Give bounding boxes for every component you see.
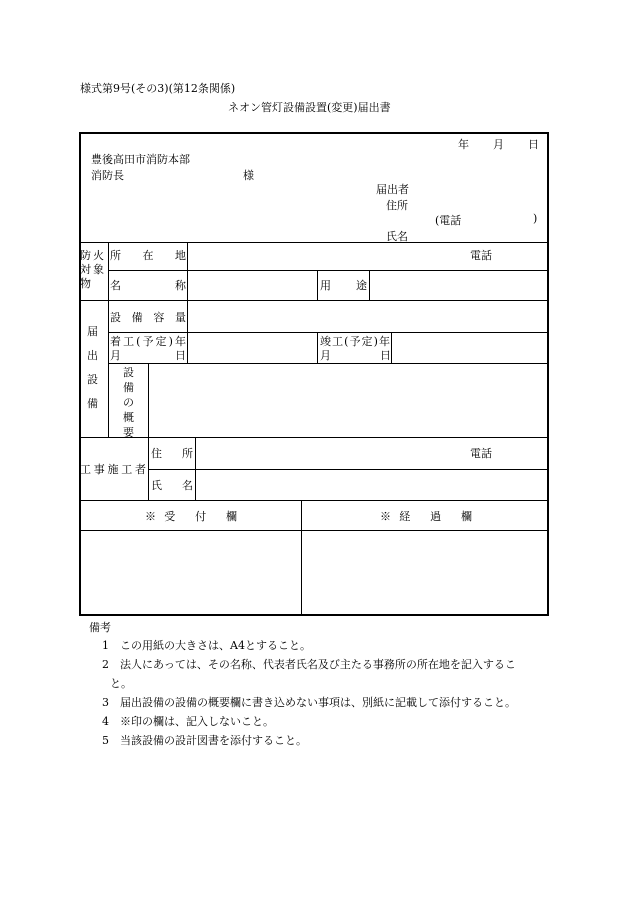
completion-date-label: 竣工(予定)年: [320, 335, 390, 348]
divider: [80, 242, 549, 243]
date-day: 日: [528, 138, 539, 151]
applicant-phone-open: (電話: [435, 214, 462, 227]
divider: [108, 242, 109, 437]
progress-column-label: ※経 過 欄: [380, 510, 472, 523]
addressee-chief: 消防長: [91, 169, 124, 182]
name-label: 名 称: [110, 279, 186, 292]
addressee-honorific: 様: [243, 169, 254, 182]
divider: [301, 500, 302, 616]
note-text: 届出設備の設備の概要欄に書き込めない事項は、別紙に記載して添付すること。: [120, 696, 516, 709]
note-number: 2: [102, 658, 109, 671]
divider: [80, 300, 549, 301]
note-text: ※印の欄は、記入しないこと。: [120, 715, 274, 728]
divider: [317, 332, 318, 363]
note-text-continuation: と。: [110, 677, 132, 690]
divider: [195, 437, 196, 500]
divider: [148, 469, 549, 470]
divider: [148, 363, 149, 500]
start-date-day: 日: [175, 349, 186, 362]
applicant-name-label: 氏名: [386, 230, 408, 243]
divider: [187, 242, 188, 363]
applicant-address-label: 住所: [386, 199, 408, 212]
note-text: 当該設備の設計図書を添付すること。: [120, 734, 307, 747]
divider: [80, 500, 549, 501]
contractor-group-label: 工事施工者: [80, 463, 146, 476]
start-date-label: 着工(予定)年: [110, 335, 186, 348]
contractor-address-label: 住 所: [151, 447, 193, 460]
applicant-phone-close: ): [533, 212, 538, 225]
note-number: 3: [102, 696, 109, 709]
start-date-month: 月: [110, 349, 121, 362]
location-phone-label: 電話: [470, 249, 492, 262]
contractor-name-label: 氏 名: [151, 479, 193, 492]
form-title: ネオン管灯設備設置(変更)届出書: [228, 101, 391, 114]
applicant-label: 届出者: [376, 183, 409, 196]
divider: [108, 270, 549, 271]
equipment-group-label: 届出設備: [87, 325, 98, 410]
divider: [80, 530, 549, 531]
note-text: この用紙の大きさは、A4とすること。: [120, 639, 311, 652]
completion-date-day: 日: [380, 349, 391, 362]
addressee-department: 豊後高田市消防本部: [91, 153, 190, 166]
capacity-label: 設 備 容 量: [110, 311, 186, 324]
reception-column-label: ※受 付 欄: [145, 510, 237, 523]
notes-heading: 備考: [89, 621, 111, 634]
form-number: 様式第9号(その3)(第12条関係): [80, 82, 236, 95]
divider: [317, 270, 318, 300]
divider: [108, 332, 549, 333]
note-text: 法人にあっては、その名称、代表者氏名及び主たる事務所の所在地を記入するこ: [120, 658, 516, 671]
date-year: 年: [458, 138, 469, 151]
divider: [391, 332, 392, 363]
divider: [369, 270, 370, 300]
completion-date-month: 月: [320, 349, 331, 362]
divider: [108, 363, 549, 364]
note-number: 5: [102, 734, 109, 747]
fire-target-group-label: 防火対象物: [80, 249, 106, 290]
note-number: 4: [102, 715, 109, 728]
contractor-phone-label: 電話: [470, 447, 492, 460]
divider: [80, 437, 549, 438]
note-number: 1: [102, 639, 109, 652]
location-label: 所 在 地: [110, 249, 186, 262]
form-table: [79, 132, 549, 616]
overview-label: 設備の概要: [123, 366, 134, 439]
date-month: 月: [493, 138, 504, 151]
use-label: 用 途: [320, 279, 367, 292]
